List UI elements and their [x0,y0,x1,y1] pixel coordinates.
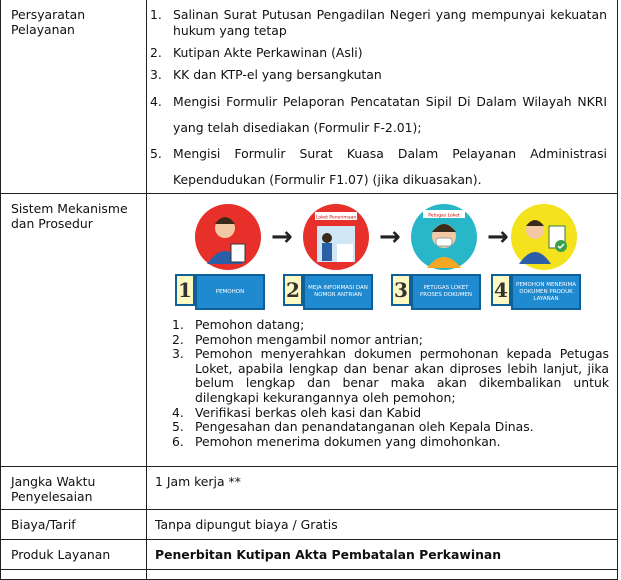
step-1-illustration [195,204,261,270]
step-3-caption: PETUGAS LOKET PROSES DOKUMEN [411,274,481,310]
procedure-steps-list [147,318,617,449]
step-2-caption: MEJA INFORMASI DAN NOMOR ANTRIAN [303,274,373,310]
person-icon [195,204,261,270]
label-persyaratan: Persyaratan Pelayanan [1,0,147,194]
step-1-number: 1 [175,274,195,306]
value-jangka-waktu: 1 Jam kerja ** [147,467,618,510]
list-item: 4. Verifikasi berkas oleh kasi dan Kabid [172,404,422,420]
value-biaya: Tanpa dipungut biaya / Gratis [147,510,618,540]
list-item: 2. Kutipan Akte Perkawinan (Asli) [150,45,363,60]
row-produk [1,540,618,570]
list-item: 3. Pemohon menyerahkan dokumen permohonan kepada Petugas Loket, apabila lengkap dan benar akan diproses lebih lanjut, jika belum lengkap dan benar maka akan dikembalikan untuk dilengkapi kekurangannya oleh pemohon; [172,346,609,405]
step-4-number: 4 [491,274,511,306]
list-item: 2. Pemohon mengambil nomor antrian; [172,331,423,347]
requirements-cell [147,0,618,194]
value-produk: Penerbitan Kutipan Akta Pembatalan Perkawinan [147,540,618,570]
procedure-flow-diagram [147,198,617,318]
procedure-cell [147,194,618,467]
step-3-illustration [411,204,477,270]
step-2-number: 2 [283,274,303,306]
step-2-illustration [303,204,369,270]
list-item: 3. KK dan KTP-el yang bersangkutan [150,67,382,82]
step-3-number: 3 [391,274,411,306]
svg-text:Petugas Loket: Petugas Loket [428,213,460,219]
list-item: 5. Pengesahan dan penandatanganan oleh Kepala Dinas. [172,419,534,435]
svg-text:Loket Penerimaan: Loket Penerimaan [315,215,357,221]
list-item: 1. Pemohon datang; [172,317,305,332]
label-jangka-waktu: Jangka Waktu Penyelesaian [1,467,147,510]
list-item: 6. Pemohon menerima dokumen yang dimohonkan. [172,433,501,449]
row-jangka-waktu [1,467,618,510]
label-mekanisme: Sistem Mekanisme dan Prosedur [1,194,147,467]
row-next-partial [1,570,618,580]
document-received-icon [511,204,577,270]
list-item: 5. Mengisi Formulir Surat Kuasa Dalam Pelayanan Administrasi Kependudukan (Formulir F1.07) (jika dikuasakan). [150,146,607,187]
list-item: 1. Salinan Surat Putusan Pengadilan Negeri yang mempunyai kekuatan hukum yang tetap [150,7,607,38]
arrow-icon: → [487,222,509,252]
arrow-icon: → [379,222,401,252]
row-biaya [1,510,618,540]
label-biaya: Biaya/Tarif [1,510,147,540]
row-mekanisme [1,194,618,467]
label-produk: Produk Layanan [1,540,147,570]
step-4-caption: PEMOHON MENERIMA DOKUMEN PRODUK LAYANAN [511,274,581,310]
list-item: 4. Mengisi Formulir Pelaporan Pencatatan Sipil Di Dalam Wilayah NKRI yang telah disediakan (Formulir F-2.01); [150,94,607,135]
step-4-illustration [511,204,577,270]
step-1-caption: PEMOHON [195,274,265,310]
arrow-icon: → [271,222,293,252]
row-persyaratan [1,0,618,194]
requirements-list [147,0,617,193]
officer-icon [411,204,477,270]
counter-icon [303,204,369,270]
